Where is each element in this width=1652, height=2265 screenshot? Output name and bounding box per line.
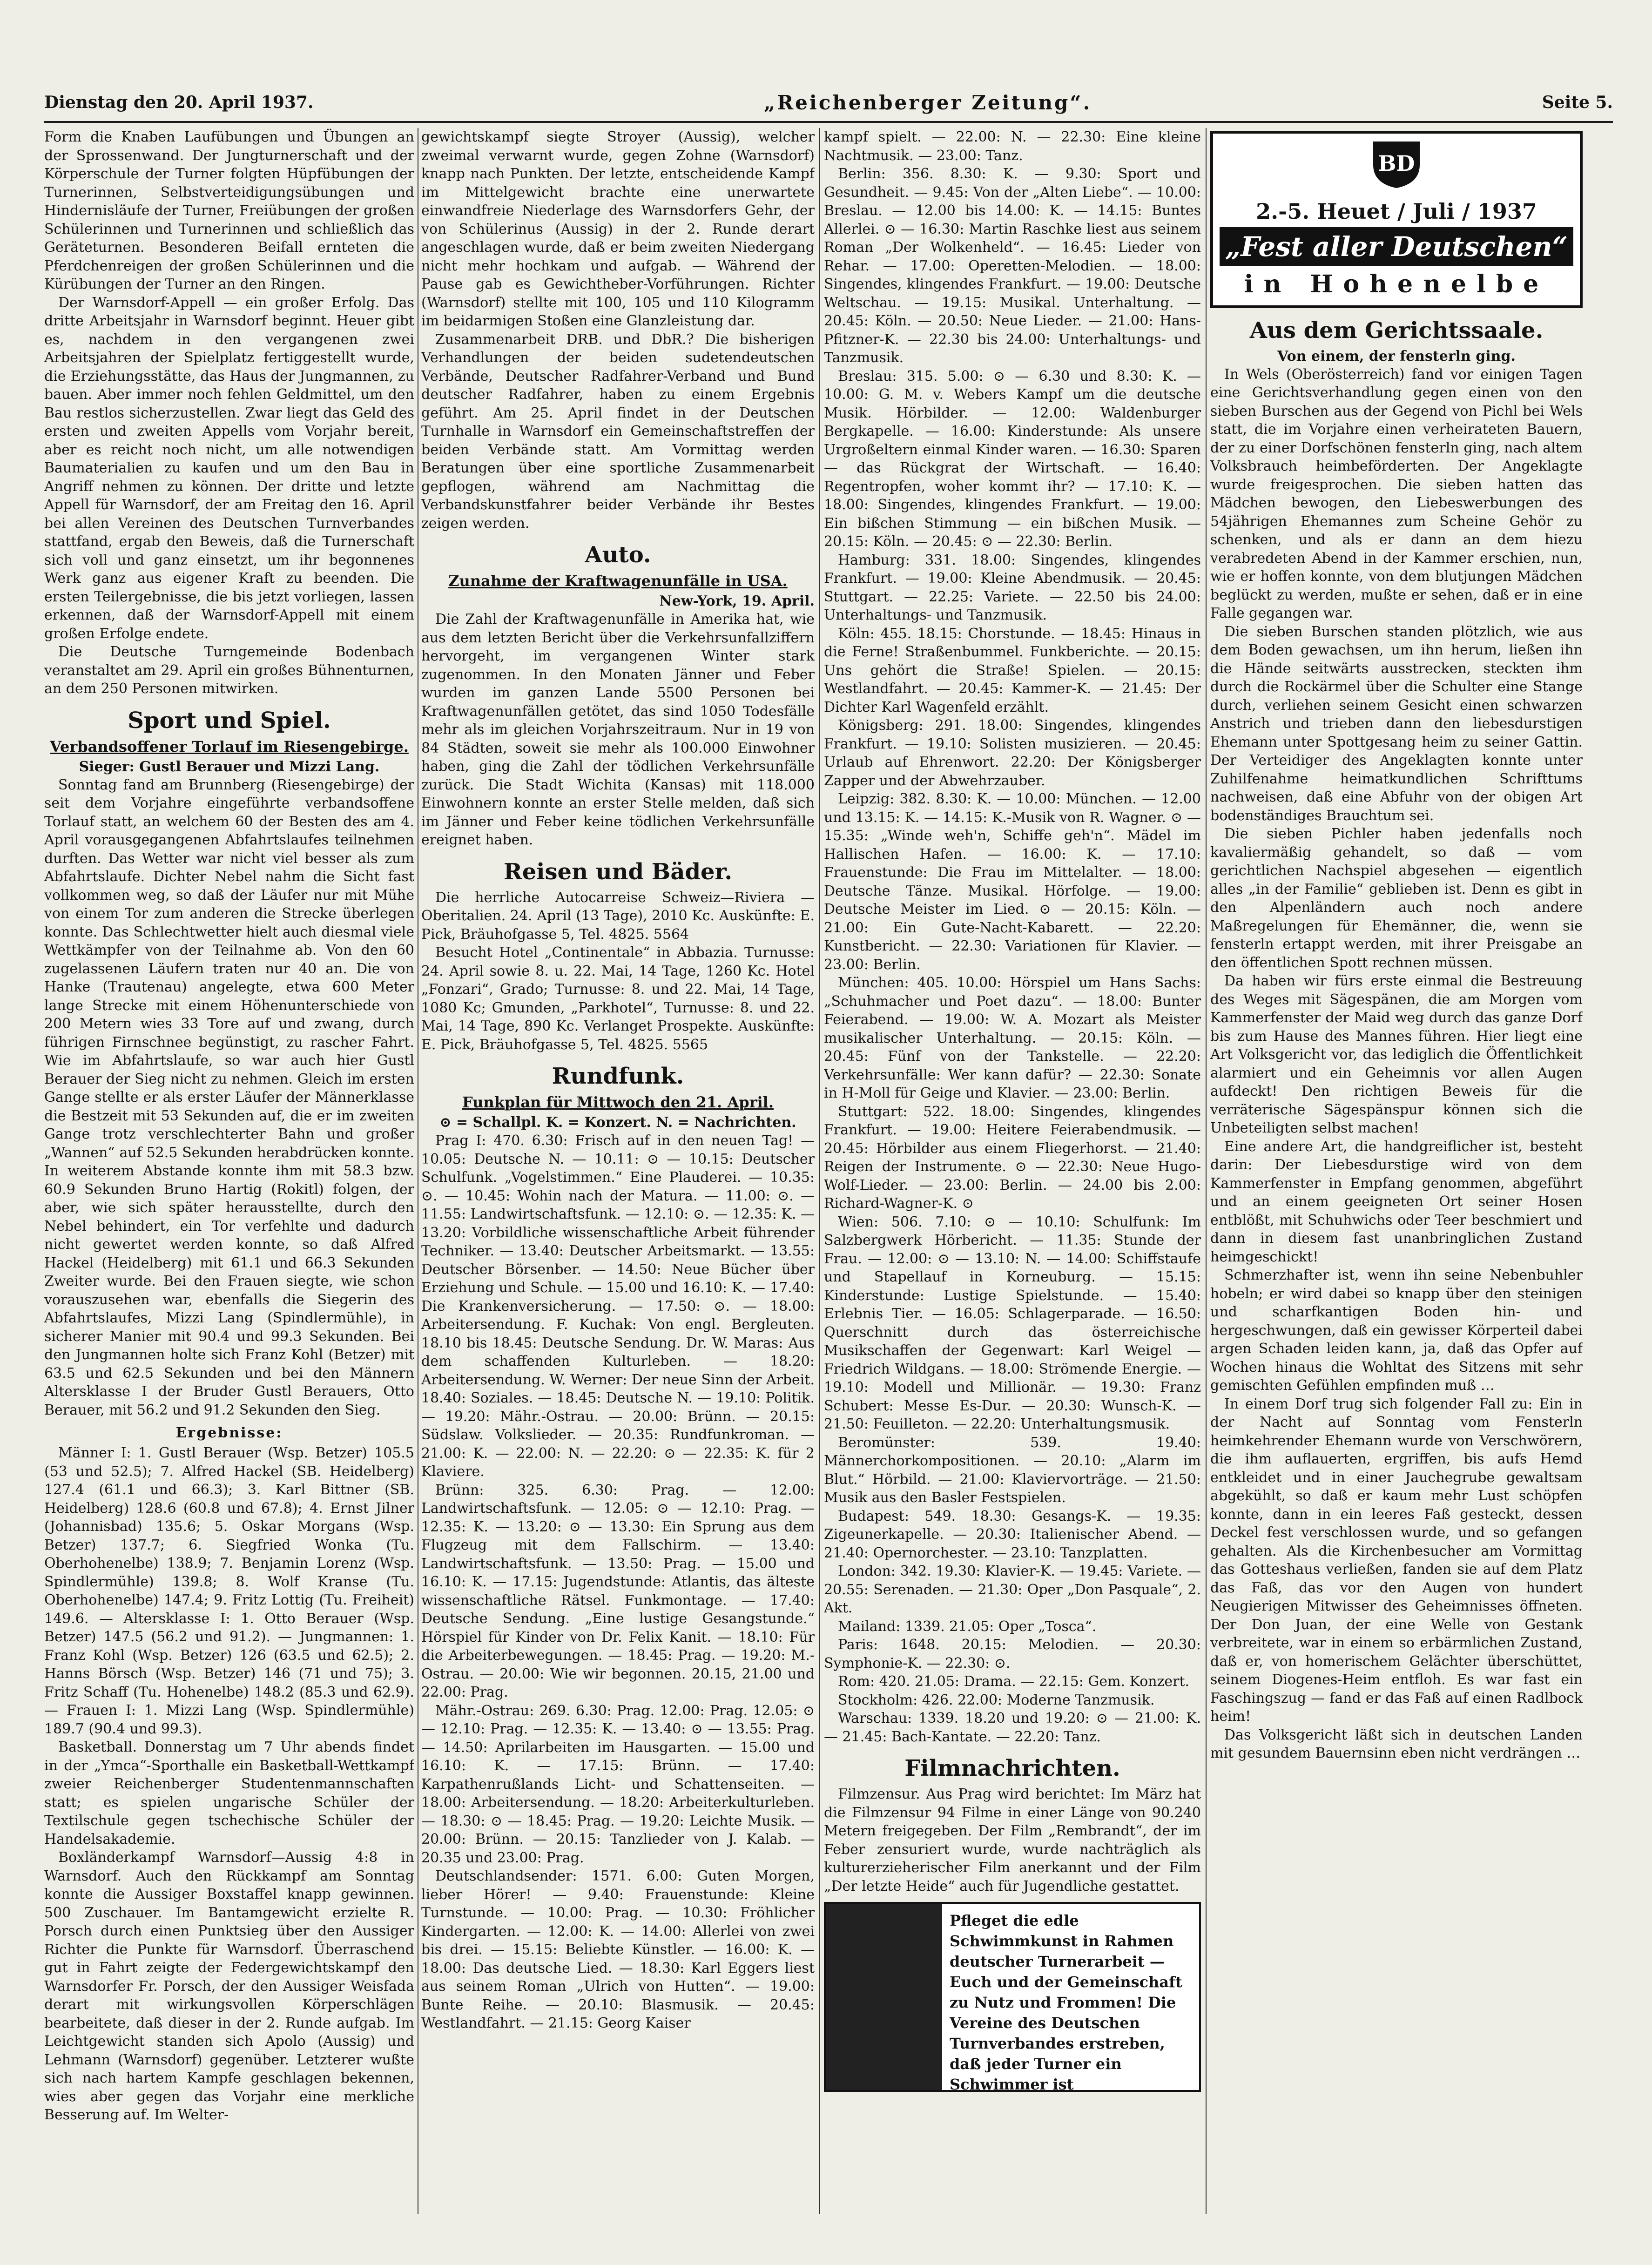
radio-listing: Brünn: 325. 6.30: Prag. — 12.00: Landwirtschaftsfunk. — 12.05: ⊙ — 12.10: Prag. — 12.35: K. — 13.20: ⊙ — 13.30: Ein Sprung aus dem Flugzeug mit dem Fallschirm. — 13.40: Landwirtschaftsfunk. — 13.50: Prag. — 15.00 und 16.10: K. — 17.15: Jugendstunde: Atlantis, das älteste wissenschaftliche Rätsel. Funkmontage. — 17.40: Deutsche Sendung. „Eine lustige Gesangstunde.“ Hörspiel für Kinder von Dr. Felix Kanit. — 18.10: Für die Arbeiterbewegungen. — 18.45: Prag. — 19.20: M.-Ostrau. — 20.00: Wie wir begonnen. 20.15, 21.00 und 22.00: Prag.: [421, 1482, 815, 1700]
radio-listing: Wien: 506. 7.10: ⊙ — 10.10: Schulfunk: Im Salzbergwerk Hörbericht. — 11.35: Stunde der Frau. — 12.00: ⊙ — 13.10: N. — 14.00: Schiffstaufe und Stapellauf in Korneuburg. — 15.15: Kinderstunde: Lustige Spielstunde. — 15.40: Erlebnis Tier. — 16.05: Schlagerparade. — 16.50: Querschnitt durch das österreichische Musikschaffen der Gegenwart: Karl Weigel — Friedrich Wildgans. — 18.00: Strömende Energie. — 19.10: Modell und Millionär. — 19.30: Franz Schubert: Messe Es-Dur. — 20.30: Wunsch-K. — 21.50: Feuilleton. — 22.20: Unterhaltungsmusik.: [824, 1213, 1201, 1432]
page-header: [44, 84, 1613, 123]
swimming-advertisement: [824, 1902, 1201, 2092]
article-paragraph: Filmzensur. Aus Prag wird berichtet: Im März hat die Filmzensur 94 Filme in einer Länge von 90.240 Metern freigegeben. Der Film „Rembrandt“, der im Feber zensuriert wurde, wurde nachträglich als kulturerzieherischer Film anerkannt und der Film „Der letzte Heide“ auch für Jugendliche gestattet.: [824, 1786, 1201, 1894]
article-paragraph: Schmerzhafter ist, wenn ihn seine Nebenbuhler hobeln; er wird dabei so knapp über den steinigen und scharfkantigen Boden hin- und hergeschwungen, daß ein gewisser Körperteil dabei argen Schaden leiden kann, ja, daß das Opfer auf Wochen hinaus die Wohltat des Sitzens mit sehr gemischten Gefühlen empfinden muß …: [1210, 1267, 1583, 1394]
bd-shield-logo-icon: [1369, 139, 1424, 190]
section-heading-auto: Auto.: [585, 542, 651, 568]
dateline: New-York, 19. April.: [659, 593, 815, 609]
results-paragraph: Männer I: 1. Gustl Berauer (Wsp. Betzer) 105.5 (53 und 52.5); 7. Alfred Hackel (SB. Heidelberg) 127.4 (61.1 und 66.3); 3. Karl Bittner (SB. Heidelberg) 128.6 (60.8 und 67.8); 4. Ernst Jilner (Johannisbad) 135.6; 5. Oskar Morgans (Wsp. Betzer) 137.7; 6. Siegfried Wonka (Tu. Oberhohenelbe) 138.9; 7. Benjamin Lorenz (Wsp. Spindlermühle) 139.8; 8. Wolf Kranse (Tu. Oberhohenelbe) 147.4; 9. Fritz Lottig (Tu. Freiheit) 149.6. — Altersklasse I: 1. Otto Berauer (Wsp. Betzer) 147.5 (56.2 und 91.2). — Jungmannen: 1. Franz Kohl (Wsp. Betzer) 126 (63.5 und 62.5); 2. Hanns Börsch (Wsp. Betzer) 146 (71 und 75); 3. Fritz Schaff (Tu. Hohenelbe) 148.2 (85.3 und 62.9). — Frauen I: 1. Mizzi Lang (Wsp. Spindlermühle) 189.7 (90.4 und 99.3).: [44, 1445, 414, 1737]
article-paragraph: Das Volksgericht läßt sich in deutschen Landen mit gesundem Bauernsinn eben nicht verdrängen …: [1210, 1726, 1583, 1761]
article-paragraph: Zusammenarbeit DRB. und DbR.? Die bisherigen Verhandlungen der beiden sudetendeutschen Verbände, Deutscher Radfahrer-Verband und Bund deutscher Radfahrer, haben zu einem Ergebnis geführt. Am 25. April findet in der Deutschen Turnhalle in Warnsdorf ein Gemeinschaftstreffen der beiden Verbände statt. Am Vormittag werden Beratungen über eine sportliche Zusammenarbeit gepflogen, während am Nachmittag die Verbandskunstfahrer beider Verbände ihr Bestes zeigen werden.: [421, 331, 815, 532]
header-page-number: Seite 5.: [1542, 93, 1613, 112]
logo-text: BD: [1378, 151, 1415, 176]
radio-listing: Deutschlandsender: 1571. 6.00: Guten Morgen, lieber Hörer! — 9.40: Frauenstunde: Kleine Turnstunde. — 10.00: Prag. — 10.30: Fröhlicher Kindergarten. — 12.00: K. — 14.00: Allerlei von zwei bis drei. — 15.15: Beliebte Künstler. — 16.00: K. — 18.00: Das deutsche Lied. — 18.30: Karl Eggers liest aus seinem Roman „Ulrich von Hutten“. — 19.00: Bunte Reihe. — 20.10: Blasmusik. — 20.45: Westlandfahrt. — 21.15: Georg Kaiser: [421, 1868, 815, 2031]
article-paragraph: Form die Knaben Laufübungen und Übungen an der Sprossenwand. Der Jungturnerschaft und der Körperschule der Turner folgten Hüpfübungen der Turnerinnen, Selbstverteidigungsübungen und Hindernisläufe der Turner, Freiübungen der großen Schülerinnen und Turnerinnen und schließlich das Geräteturnen. Besonderen Beifall ernteten die Pferdchenreigen der großen Schülerinnen und die Kürübungen der Turner an den Ringen.: [44, 129, 414, 292]
advertisement-text: Pfleget die edle Schwimmkunst in Rahmen deutscher Turnerarbeit — Euch und der Gemeinschaft zu Nutz und Frommen! Die Vereine des Deutschen Turnverbandes erstreben, daß jeder Turner ein Schwimmer ist: [950, 1912, 1182, 2093]
radio-listing: London: 342. 19.30: Klavier-K. — 19.45: Variete. — 20.55: Serenaden. — 21.30: Oper „Don Pasquale“, 2. Akt.: [824, 1563, 1201, 1616]
radio-listing: Budapest: 549. 18.30: Gesangs-K. — 19.35: Zigeunerkapelle. — 20.30: Italienischer Abend. — 21.40: Opernorchester. — 23.10: Tanzplatten.: [824, 1508, 1201, 1561]
article-paragraph: Die sieben Burschen standen plötzlich, wie aus dem Boden gewachsen, um ihn herum, ließen ihn die Hände seitwärts ausstrecken, steckten ihm durch die Rockärmel über die Schulter eine Stange durch, verliehen seinem Gesicht einen schwarzen Anstrich und trieben dann den liebesdurstigen Ehemann unter Spottgesang heim zu seiner Gattin. Der Verteidiger des Angeklagten konnte unter Zuhilfenahme heimatkundlichen Schrifttums nachweisen, daß eine Abfuhr von der obigen Art bodenständiges Brauchtum sei.: [1210, 623, 1583, 824]
radio-listing: Königsberg: 291. 18.00: Singendes, klingendes Frankfurt. — 19.10: Solisten musizieren. — 20.45: Urlaub auf Ehrenwort. 22.20: Der Königsberger Zapper und der Abwehrzauber.: [824, 717, 1201, 789]
radio-listing: Beromünster: 539. 19.40: Männerchorkompositionen. — 20.10: „Alarm im Blut.“ Hörbild. — 21.00: Klaviervorträge. — 21.50: Musik aus den Basler Festspielen.: [824, 1434, 1201, 1506]
column-4: [1210, 128, 1583, 2214]
results-heading: Ergebnisse:: [175, 1425, 283, 1441]
radio-listing: kampf spielt. — 22.00: N. — 22.30: Eine kleine Nachtmusik. — 23.00: Tanz.: [824, 129, 1201, 164]
column-rule: [1206, 128, 1207, 2214]
radio-listing: Breslau: 315. 5.00: ⊙ — 6.30 und 8.30: K. — 10.00: G. M. v. Webers Kampf um die deutsche Musik. Hörbilder. — 12.00: Waldenburger Bergkapelle. — 16.00: Kinderstunde: Als unsere Urgroßeltern einmal Kinder waren. — 16.30: Sparen — das Rückgrat der Wirtschaft. — 16.40: Regentropfen, woher kommt ihr? — 17.10: K. — 18.00: Singendes, klingendes Frankfurt. — 19.00: Ein bißchen Stimmung — ein bißchen Musik. — 20.15: Köln. — 20.45: ⊙ — 22.30: Berlin.: [824, 368, 1201, 550]
section-heading-film: Filmnachrichten.: [904, 1755, 1120, 1781]
article-paragraph: Da haben wir fürs erste einmal die Bestreuung des Weges mit Sägespänen, die am Morgen vom Kammerfenster der Maid weg durch das ganze Dorf bis zum Hause des Mannes führen. Hier liegt eine Art Volksgericht vor, das lediglich die Öffentlichkeit alarmiert und ein Geheimnis vor allen Augen aufdeckt! Den richtigen Beweis für die verräterische Sägespänspur können sich die Unbeteiligten selbst machen!: [1210, 973, 1583, 1136]
radio-listing: Warschau: 1339. 18.20 und 19.20: ⊙ — 21.00: K. — 21.45: Bach-Kantate. — 22.20: Tanz.: [824, 1710, 1201, 1745]
radio-listing: Paris: 1648. 20.15: Melodien. — 20.30: Symphonie-K. — 22.30: ⊙.: [824, 1637, 1201, 1672]
article-paragraph: gewichtskampf siegte Stroyer (Aussig), welcher zweimal verwarnt wurde, gegen Zohne (Warnsdorf) knapp nach Punkten. Der letzte, entscheidende Kampf im Mittelgewicht brachte eine unerwartete einwandfreie Niederlage des Warnsdorfers Gehr, der von Schülerinus (Aussig) in der 2. Runde derart angeschlagen wurde, daß er beim zweiten Niedergang nicht mehr hochkam und aufgab. — Während der Pause gab es Gewichtheber-Vorführungen. Richter (Warnsdorf) stellte mit 100, 105 und 110 Kilogramm im beidarmigen Stoßen eine Glanzleistung dar.: [421, 129, 815, 329]
section-heading-sport: Sport und Spiel.: [128, 707, 331, 734]
header-date: Dienstag den 20. April 1937.: [44, 93, 314, 112]
article-paragraph: In einem Dorf trug sich folgender Fall zu: Ein in der Nacht auf Sonntag vom Fensterln heimkehrender Ehemann wurde von Verschwörern, die ihm auflauerten, ergriffen, bis aufs Hemd entkleidet und in einer Jauchegrube gewaltsam abgekühlt, so daß er kaum mehr Lust schöpfen konnte, dann in ein leeres Faß gesteckt, dessen Deckel fest verschlossen wurde, und so gefangen gehalten. Als die Kirchenbesucher am Vormittag das Gotteshaus verließen, fanden sie auf dem Platz das Faß, das vor den Augen von hundert Neugierigen Mitwisser des Geheimnisses öffneten. Der Don Juan, der eine Welle von Gestank verbreitete, war in einem so erbärmlichen Zustand, daß er, von homerischem Gelächter überschüttet, seinem Diogenes-Heim entfloh. Es war fast ein Faschingszug — fand er das Faß auf einen Radlbock heim!: [1210, 1395, 1583, 1725]
section-heading-reisen: Reisen und Bäder.: [503, 858, 733, 885]
column-1: [44, 128, 414, 2214]
festival-dates: 2.-5. Heuet / Juli / 1937: [1256, 198, 1537, 224]
radio-listing: Köln: 455. 18.15: Chorstunde. — 18.45: Hinaus in die Ferne! Straßenbummel. Funkberichte. — 20.15: Uns gehört die Straße! Spielen. — 20.15: Westlandfahrt. — 20.45: Kammer-K. — 21.45: Der Dichter Karl Wagenfeld erzählt.: [824, 625, 1201, 715]
article-paragraph: Die sieben Pichler haben jedenfalls noch kavaliermäßig gehandelt, so daß — vom gerichtlichen Nachspiel abgesehen — eigentlich alles „in der Familie“ geblieben ist. Denn es gibt in den Alpenländern auch noch andere Maßregelungen für Ehemänner, die, wenn sie fensterln ertappt werden, mit ihrer Preisgabe an den öffentlichen Spott rechnen müssen.: [1210, 826, 1583, 971]
radio-listing: Berlin: 356. 8.30: K. — 9.30: Sport und Gesundheit. — 9.45: Von der „Alten Liebe“. — 10.00: Breslau. — 12.00 bis 14.00: K. — 14.15: Buntes Allerlei. ⊙ — 16.30: Martin Raschke liest aus seinem Roman „Der Wolkenheld“. — 16.45: Lieder von Rehar. — 17.00: Operetten-Melodien. — 18.00: Singendes, klingendes Frankfurt. — 19.00: Deutsche Weltschau. — 19.15: Musikal. Unterhaltung. — 20.45: Köln. — 20.50: Neue Lieder. — 21.00: Hans-Pfitzner-K. — 22.30 bis 24.00: Unterhaltungs- und Tanzmusik.: [824, 166, 1201, 366]
swimmer-illustration-icon: [826, 1904, 942, 2090]
radio-legend: ⊙ = Schallpl. K. = Konzert. N. = Nachrichten.: [439, 1114, 796, 1131]
article-paragraph: Basketball. Donnerstag um 7 Uhr abends findet in der „Ymca“-Sporthalle ein Basketball-Wettkampf zweier Reichenberger Studentenmannschaften statt; es spielen ungarische Schüler der Textilschule gegen tschechische Schüler der Handelsakademie.: [44, 1739, 414, 1847]
radio-listing: Mailand: 1339. 21.05: Oper „Tosca“.: [838, 1618, 1097, 1635]
article-headline: Zunahme der Kraftwagenunfälle in USA.: [448, 572, 788, 590]
radio-listing: Hamburg: 331. 18.00: Singendes, klingendes Frankfurt. — 19.00: Kleine Abendmusik. — 20.45: Stuttgart. — 22.25: Variete. — 22.50 bis 24.00: Unterhaltungs- und Tanzmusik.: [824, 552, 1201, 623]
article-paragraph: Die Deutsche Turngemeinde Bodenbach veranstaltet am 29. April ein großes Bühnenturnen, an dem 250 Personen mitwirken.: [44, 644, 414, 697]
radio-listing: Stuttgart: 522. 18.00: Singendes, klingendes Frankfurt. — 19.00: Heitere Feierabendmusik. — 20.45: Hörbilder aus einem Fliegerhorst. — 21.40: Reigen der Instrumente. ⊙ — 22.30: Neue Hugo-Wolf-Lieder. — 23.00: Berlin. — 24.00 bis 2.00: Richard-Wagner-K. ⊙: [824, 1103, 1201, 1212]
section-heading-rundfunk: Rundfunk.: [552, 1063, 684, 1089]
radio-listing: Stockholm: 426. 22.00: Moderne Tanzmusik.: [838, 1692, 1155, 1708]
article-paragraph: Boxländerkampf Warnsdorf—Aussig 4:8 in Warnsdorf. Auch den Rückkampf am Sonntag konnte die Aussiger Boxstaffel knapp gewinnen. 500 Zuschauer. Im Bantamgewicht erzielte R. Porsch durch einen Punktsieg über den Aussiger Richter die Punkte für Warnsdorf. Überraschend gut in Fahrt zeigte der Federgewichtskampf den Warnsdorfer Fr. Porsch, der den Aussiger Weisfada derart mit wirkungsvollen Körperschlägen bearbeitete, daß dieser in der 2. Runde aufgab. Im Leichtgewicht standen sich Apolo (Aussig) und Lehmann (Warnsdorf) gegenüber. Letzterer wußte sich nach hartem Kampfe geschlagen bekennen, wies aber gegen das Vorjahr eine merkliche Besserung auf. Im Welter-: [44, 1849, 414, 2123]
article-subheadline: Sieger: Gustl Berauer und Mizzi Lang.: [79, 758, 380, 775]
article-headline: Funkplan für Mittwoch den 21. April.: [462, 1093, 774, 1111]
article-paragraph: Der Warnsdorf-Appell — ein großer Erfolg. Das dritte Arbeitsjahr in Warnsdorf beginnt. Heuer gibt es, nachdem in den vergangenen zwei Arbeitsjahren der Spielplatz fertiggestellt wurde, die Erziehungsstätte, das Haus der Jungmannen, zu bauen. Aber immer noch fehlen Geldmittel, um den Bau restlos sicherzustellen. Zwar liegt das Geld des ersten und zweiten Appells vom Vorjahr bereit, aber es reicht noch nicht, um alle notwendigen Baumaterialien zu kaufen und um den Bau in Angriff nehmen zu können. Der dritte und letzte Appell für Warnsdorf, der am Freitag den 16. April bei allen Vereinen des Deutschen Turnverbandes stattfand, ergab den Beweis, daß die Turnerschaft sich voll und ganz einsetzt, um ihr begonnenes Werk ganz aus eigener Kraft zu beenden. Die ersten Teilergebnisse, die bis jetzt vorliegen, lassen erkennen, daß der Warnsdorf-Appell mit einem großen Erfolge endete.: [44, 294, 414, 642]
radio-listing: Leipzig: 382. 8.30: K. — 10.00: München. — 12.00 und 13.15: K. — 14.15: K.-Musik von R. Wagner. ⊙ — 15.35: „Winde weh'n, Schiffe geh'n“. Mädel im Hallischen Hafen. — 16.00: K. — 17.10: Frauenstunde: Die Frau im Mittelalter. — 18.00: Deutsche Tänze. Musikal. Hörfolge. — 19.00: Deutsche Meister im Lied. ⊙ — 20.15: Köln. — 21.00: Ein Gute-Nacht-Kabarett. — 22.20: Kunstbericht. — 22.30: Variationen für Klavier. — 23.00: Berlin.: [824, 791, 1201, 973]
column-rule: [819, 128, 820, 2214]
section-heading-gericht: Aus dem Gerichtssaale.: [1249, 317, 1544, 344]
classified-ad: Besucht Hotel „Continentale“ in Abbazia. Turnusse: 24. April sowie 8. u. 22. Mai, 14 Tage, 1260 Kc. Hotel „Fonzari“, Grado; Turnusse: 8. und 22. Mai, 14 Tage, 1080 Kc; Gmunden, „Parkhotel“, Turnusse: 8. und 22. Mai, 14 Tage, 890 Kc. Verlanget Prospekte. Auskünfte: E. Pick, Bräuhofgasse 5, Tel. 4825. 5565: [421, 944, 815, 1053]
article-paragraph: In Wels (Oberösterreich) fand vor einigen Tagen eine Gerichtsverhandlung gegen einen von den sieben Burschen aus der Gegend von Pichl bei Wels statt, die im Vorjahre einen verheirateten Bauern, der zu einer Dorfschönen fensterln ging, nach altem Volksbrauch heimbeförderten. Der Angeklagte wurde freigesprochen. Die sieben hatten das Mädchen bewogen, den Liebeswerbungen des 54jährigen Ehemannes zum Scheine Gehör zu schenken, und als er dann an dem hiezu verabredeten Abend in der Kammer erschien, nun, wie er hoffen konnte, von dem blutjungen Mädchen beglückt zu werden, mußte er sehen, daß er in eine Falle gegangen war.: [1210, 366, 1583, 621]
article-headline: Verbandsoffener Torlauf im Riesengebirge.: [50, 737, 409, 755]
classified-ad: Die herrliche Autocarreise Schweiz—Riviera —Oberitalien. 24. April (13 Tage), 2010 Kc. Auskünfte: E. Pick, Bräuhofgasse 5, Tel. 4825. 5564: [421, 889, 815, 943]
column-2: [421, 128, 815, 2214]
radio-listing: Prag I: 470. 6.30: Frisch auf in den neuen Tag! — 10.05: Deutsche N. — 10.11: ⊙ — 10.15: Deutscher Schulfunk. „Vogelstimmen.“ Eine Plauderei. — 10.35: ⊙. — 10.45: Wohin nach der Matura. — 11.00: ⊙. — 11.55: Landwirtschaftsfunk. — 12.10: ⊙. — 12.35: K. — 13.20: Vorbildliche wissenschaftliche Arbeit führender Techniker. — 13.40: Deutscher Arbeitsmarkt. — 13.55: Deutscher Börsenber. — 14.50: Neue Bücher über Erziehung und Schule. — 15.00 und 16.10: K. — 17.40: Die Krankenversicherung. — 17.50: ⊙. — 18.00: Arbeitersendung. F. Kuchak: Von engl. Bergleuten. 18.10 bis 18.45: Deutsche Sendung. Dr. W. Maras: Aus dem schaffenden Kulturleben. — 18.20: Arbeitersendung. W. Werner: Der neue Sinn der Arbeit. 18.40: Soziales. — 18.45: Deutsche N. — 19.10: Politik. — 19.20: Mähr.-Ostrau. — 20.00: Brünn. — 20.15: Südslaw. Volkslieder. — 20.35: Rundfunkroman. — 21.00: K. — 22.00: N. — 22.20: ⊙ — 22.35: K. für 2 Klaviere.: [421, 1132, 815, 1480]
article-subheadline: Von einem, der fensterln ging.: [1277, 348, 1516, 364]
article-paragraph: Eine andere Art, die handgreiflicher ist, besteht darin: Der Liebesdurstige wird von dem Kammerfenster in Empfang genommen, abgeführt und an einem geeigneten Ort seiner Hosen entblößt, mit Schuhwichs oder Teer beschmiert und dann in diesem fast unanbringlichen Zustand heimgeschickt!: [1210, 1138, 1583, 1265]
festival-advertisement: [1210, 131, 1583, 308]
article-paragraph: Die Zahl der Kraftwagenunfälle in Amerika hat, wie aus dem letzten Bericht über die Verkehrsunfallziffern hervorgeht, im vergangenen Winter stark zugenommen. In den Monaten Jänner und Feber wurden im ganzen Lande 5500 Personen bei Kraftwagenunfällen getötet, das sind 1050 Todesfälle mehr als im gleichen Vorjahrszeitraum. Nur in 19 von 84 Städten, soweit sie mehr als 100.000 Einwohner haben, ging die Zahl der tödlichen Verkehrsunfälle zurück. Die Stadt Wichita (Kansas) mit 118.000 Einwohnern konnte an erster Stelle melden, daß sich im Jänner und Feber keine tödlichen Verkehrsunfälle ereignet haben.: [421, 611, 815, 848]
festival-title: „Fest aller Deutschen“: [1220, 227, 1573, 266]
radio-listing: Mähr.-Ostrau: 269. 6.30: Prag. 12.00: Prag. 12.05: ⊙ — 12.10: Prag. — 12.35: K. — 13.40: ⊙ — 13.55: Prag. — 14.50: Aprilarbeiten im Hausgarten. — 15.00 und 16.10: K. — 17.15: Brünn. — 17.40: Karpathenrußlands Licht- und Schattenseiten. — 18.00: Arbeitersendung. — 18.20: Arbeiterkulturleben. — 18.30: ⊙ — 18.45: Prag. — 19.20: Leichte Musik. — 20.00: Brünn. — 20.15: Tanzlieder von J. Kalab. — 20.35 und 23.00: Prag.: [421, 1702, 815, 1866]
article-paragraph: Sonntag fand am Brunnberg (Riesengebirge) der seit dem Vorjahre eingeführte verbandsoffene Torlauf statt, an welchem 60 der Besten des am 4. April vorausgegangenen Abfahrtslaufes teilnehmen durften. Das Wetter war nicht viel besser als zum Abfahrtslaufe. Dichter Nebel nahm die Sicht fast vollkommen weg, so daß der Läufer nur mit Mühe von einem Tor zum anderen die Strecke überlegen konnte. Das Schlechtwetter hielt auch diesmal viele Wettkämpfer von der Teilnahme ab. Von den 60 zugelassenen Läufern traten nur 40 an. Die von Hanke (Trautenau) angelegte, etwa 600 Meter lange Strecke mit einem Höhenunterschiede von 200 Metern wies 33 Tore auf und zwang, durch führigen Firnschnee begünstigt, zu rascher Fahrt. Wie im Abfahrtslaufe, so war auch hier Gustl Berauer der Sieg nicht zu nehmen. Gleich im ersten Gange stellte er als erster Läufer der Männerklasse die Bestzeit mit 53 Sekunden auf, die er im zweiten Gange trotz verschlechterter Bahn und großer „Wannen“ auf 52.5 Sekunden herabdrücken konnte. In weiterem Abstande konnte ihm mit 58.3 bzw. 60.9 Sekunden Bruno Hartig (Rokitl) folgen, der aber, wie sich später herausstellte, durch den Nebel behindert, ein Tor verfehlte und dadurch nicht gewertet werden konnte, so daß Alfred Hackel (Heidelberg) mit 61.1 und 66.3 Sekunden Zweiter wurde. Bei den Frauen siegte, wie schon vorauszusehen war, ebenfalls die Siegerin des Abfahrtslaufes, Mizzi Lang (Spindlermühle), in sicherer Manier mit 90.4 und 99.3 Sekunden. Bei den Jungmannen holte sich Franz Kohl (Betzer) mit 63.5 und 62.5 Sekunden und bei den Männern Altersklasse I der Bruder Gustl Berauers, Otto Berauer, mit 56.2 und 91.2 Sekunden den Sieg.: [44, 776, 414, 1418]
festival-location: in Hohenelbe: [1244, 270, 1549, 298]
header-masthead: „Reichenberger Zeitung“.: [764, 91, 1092, 114]
radio-listing: Rom: 420. 21.05: Drama. — 22.15: Gem. Konzert.: [838, 1673, 1190, 1690]
column-3: [824, 128, 1201, 2214]
radio-listing: München: 405. 10.00: Hörspiel um Hans Sachs: „Schuhmacher und Poet dazu“. — 18.00: Bunter Feierabend. — 19.00: W. A. Mozart als Meister musikalischer Unterhaltung. — 20.15: Köln. — 20.45: Fünf von der Tankstelle. — 22.20: Verkehrsunfälle: Wer kann dafür? — 22.30: Sonate in H-Moll für Geige und Klavier. — 23.00: Berlin.: [824, 975, 1201, 1101]
